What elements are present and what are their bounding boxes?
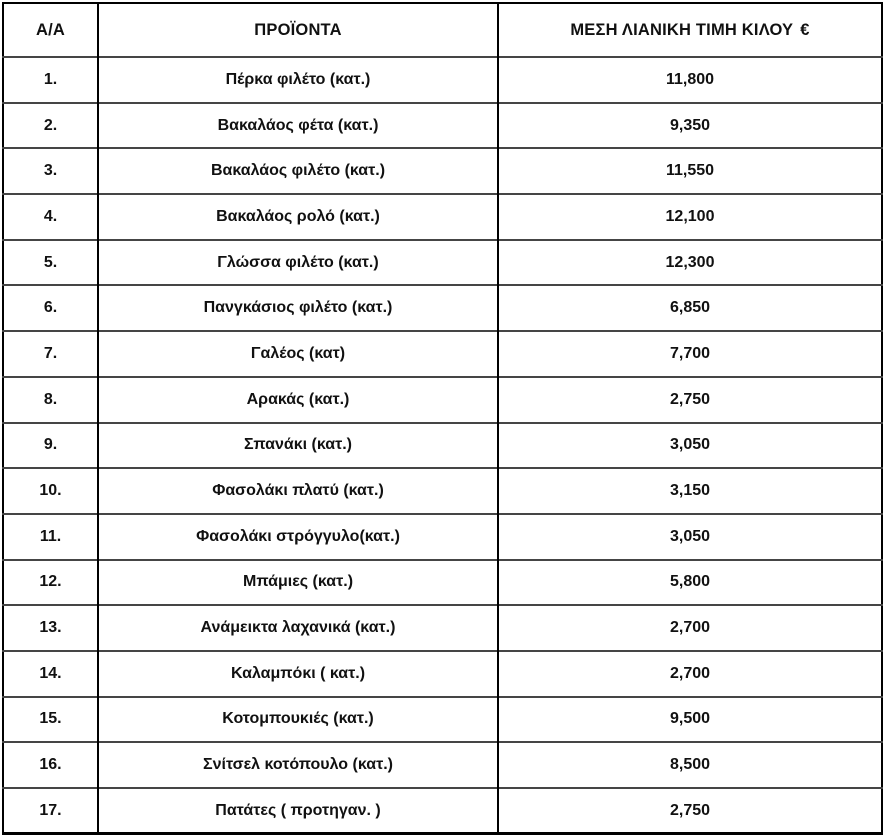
product-name-cell: Φασολάκι πλατύ (κατ.)	[98, 468, 498, 514]
price-value-cell: 12,100	[498, 194, 882, 240]
product-name-cell: Φασολάκι στρόγγυλο(κατ.)	[98, 514, 498, 560]
row-number-cell: 15.	[3, 697, 98, 743]
col-header-product: ΠΡΟΪΟΝΤΑ	[98, 3, 498, 57]
table-row	[3, 514, 882, 560]
product-name-cell: Σπανάκι (κατ.)	[98, 423, 498, 469]
table-row	[3, 103, 882, 149]
price-value-cell: 2,700	[498, 651, 882, 697]
product-name-cell: Βακαλάος φέτα (κατ.)	[98, 103, 498, 149]
price-value-cell: 5,800	[498, 560, 882, 606]
product-name-cell: Γαλέος (κατ)	[98, 331, 498, 377]
table-header	[3, 3, 882, 57]
row-number-cell: 11.	[3, 514, 98, 560]
table-row	[3, 651, 882, 697]
col-header-price-label: ΜΕΣΗ ΛΙΑΝΙΚΗ ΤΙΜΗ ΚΙΛΟΥ	[570, 20, 794, 39]
price-value-cell: 2,750	[498, 788, 882, 834]
price-value-cell: 2,700	[498, 605, 882, 651]
price-value-cell: 7,700	[498, 331, 882, 377]
table-row	[3, 423, 882, 469]
product-name-cell: Πατάτες ( προτηγαν. )	[98, 788, 498, 834]
price-value-cell: 3,150	[498, 468, 882, 514]
table-row	[3, 560, 882, 606]
row-number-cell: 14.	[3, 651, 98, 697]
header-row	[3, 3, 882, 57]
row-number-cell: 12.	[3, 560, 98, 606]
row-number-cell: 3.	[3, 148, 98, 194]
price-value-cell: 3,050	[498, 423, 882, 469]
product-name-cell: Γλώσσα φιλέτο (κατ.)	[98, 240, 498, 286]
row-number-cell: 9.	[3, 423, 98, 469]
price-value-cell: 8,500	[498, 742, 882, 788]
product-name-cell: Αρακάς (κατ.)	[98, 377, 498, 423]
row-number-cell: 2.	[3, 103, 98, 149]
product-name-cell: Βακαλάος φιλέτο (κατ.)	[98, 148, 498, 194]
table-row	[3, 285, 882, 331]
table-row	[3, 468, 882, 514]
table-row	[3, 605, 882, 651]
row-number-cell: 13.	[3, 605, 98, 651]
price-value-cell: 9,500	[498, 697, 882, 743]
row-number-cell: 5.	[3, 240, 98, 286]
row-number-cell: 8.	[3, 377, 98, 423]
table-row	[3, 331, 882, 377]
product-name-cell: Κοτομπουκιές (κατ.)	[98, 697, 498, 743]
col-header-price	[498, 3, 882, 57]
row-number-cell: 16.	[3, 742, 98, 788]
table-row	[3, 697, 882, 743]
price-value-cell: 2,750	[498, 377, 882, 423]
row-number-cell: 7.	[3, 331, 98, 377]
row-number-cell: 4.	[3, 194, 98, 240]
product-name-cell: Ανάμεικτα λαχανικά (κατ.)	[98, 605, 498, 651]
col-header-number: Α/Α	[35, 20, 66, 39]
price-value-cell: 9,350	[498, 103, 882, 149]
product-name-cell: Βακαλάος ρολό (κατ.)	[98, 194, 498, 240]
price-table	[2, 2, 883, 835]
table-row	[3, 194, 882, 240]
price-value-cell: 11,800	[498, 57, 882, 103]
table-row	[3, 148, 882, 194]
product-name-cell: Καλαμπόκι ( κατ.)	[98, 651, 498, 697]
product-name-cell: Σνίτσελ κοτόπουλο (κατ.)	[98, 742, 498, 788]
price-value-cell: 12,300	[498, 240, 882, 286]
price-value-cell: 11,550	[498, 148, 882, 194]
price-value-cell: 3,050	[498, 514, 882, 560]
table-row	[3, 57, 882, 103]
table-body	[3, 57, 882, 834]
row-number-cell: 6.	[3, 285, 98, 331]
euro-symbol: €	[800, 20, 810, 39]
product-name-cell: Πανγκάσιος φιλέτο (κατ.)	[98, 285, 498, 331]
row-number-cell: 1.	[3, 57, 98, 103]
product-name-cell: Πέρκα φιλέτο (κατ.)	[98, 57, 498, 103]
table-row	[3, 377, 882, 423]
row-number-cell: 17.	[3, 788, 98, 834]
table-row	[3, 240, 882, 286]
price-value-cell: 6,850	[498, 285, 882, 331]
table-row	[3, 788, 882, 834]
table-row	[3, 742, 882, 788]
row-number-cell: 10.	[3, 468, 98, 514]
product-name-cell: Μπάμιες (κατ.)	[98, 560, 498, 606]
